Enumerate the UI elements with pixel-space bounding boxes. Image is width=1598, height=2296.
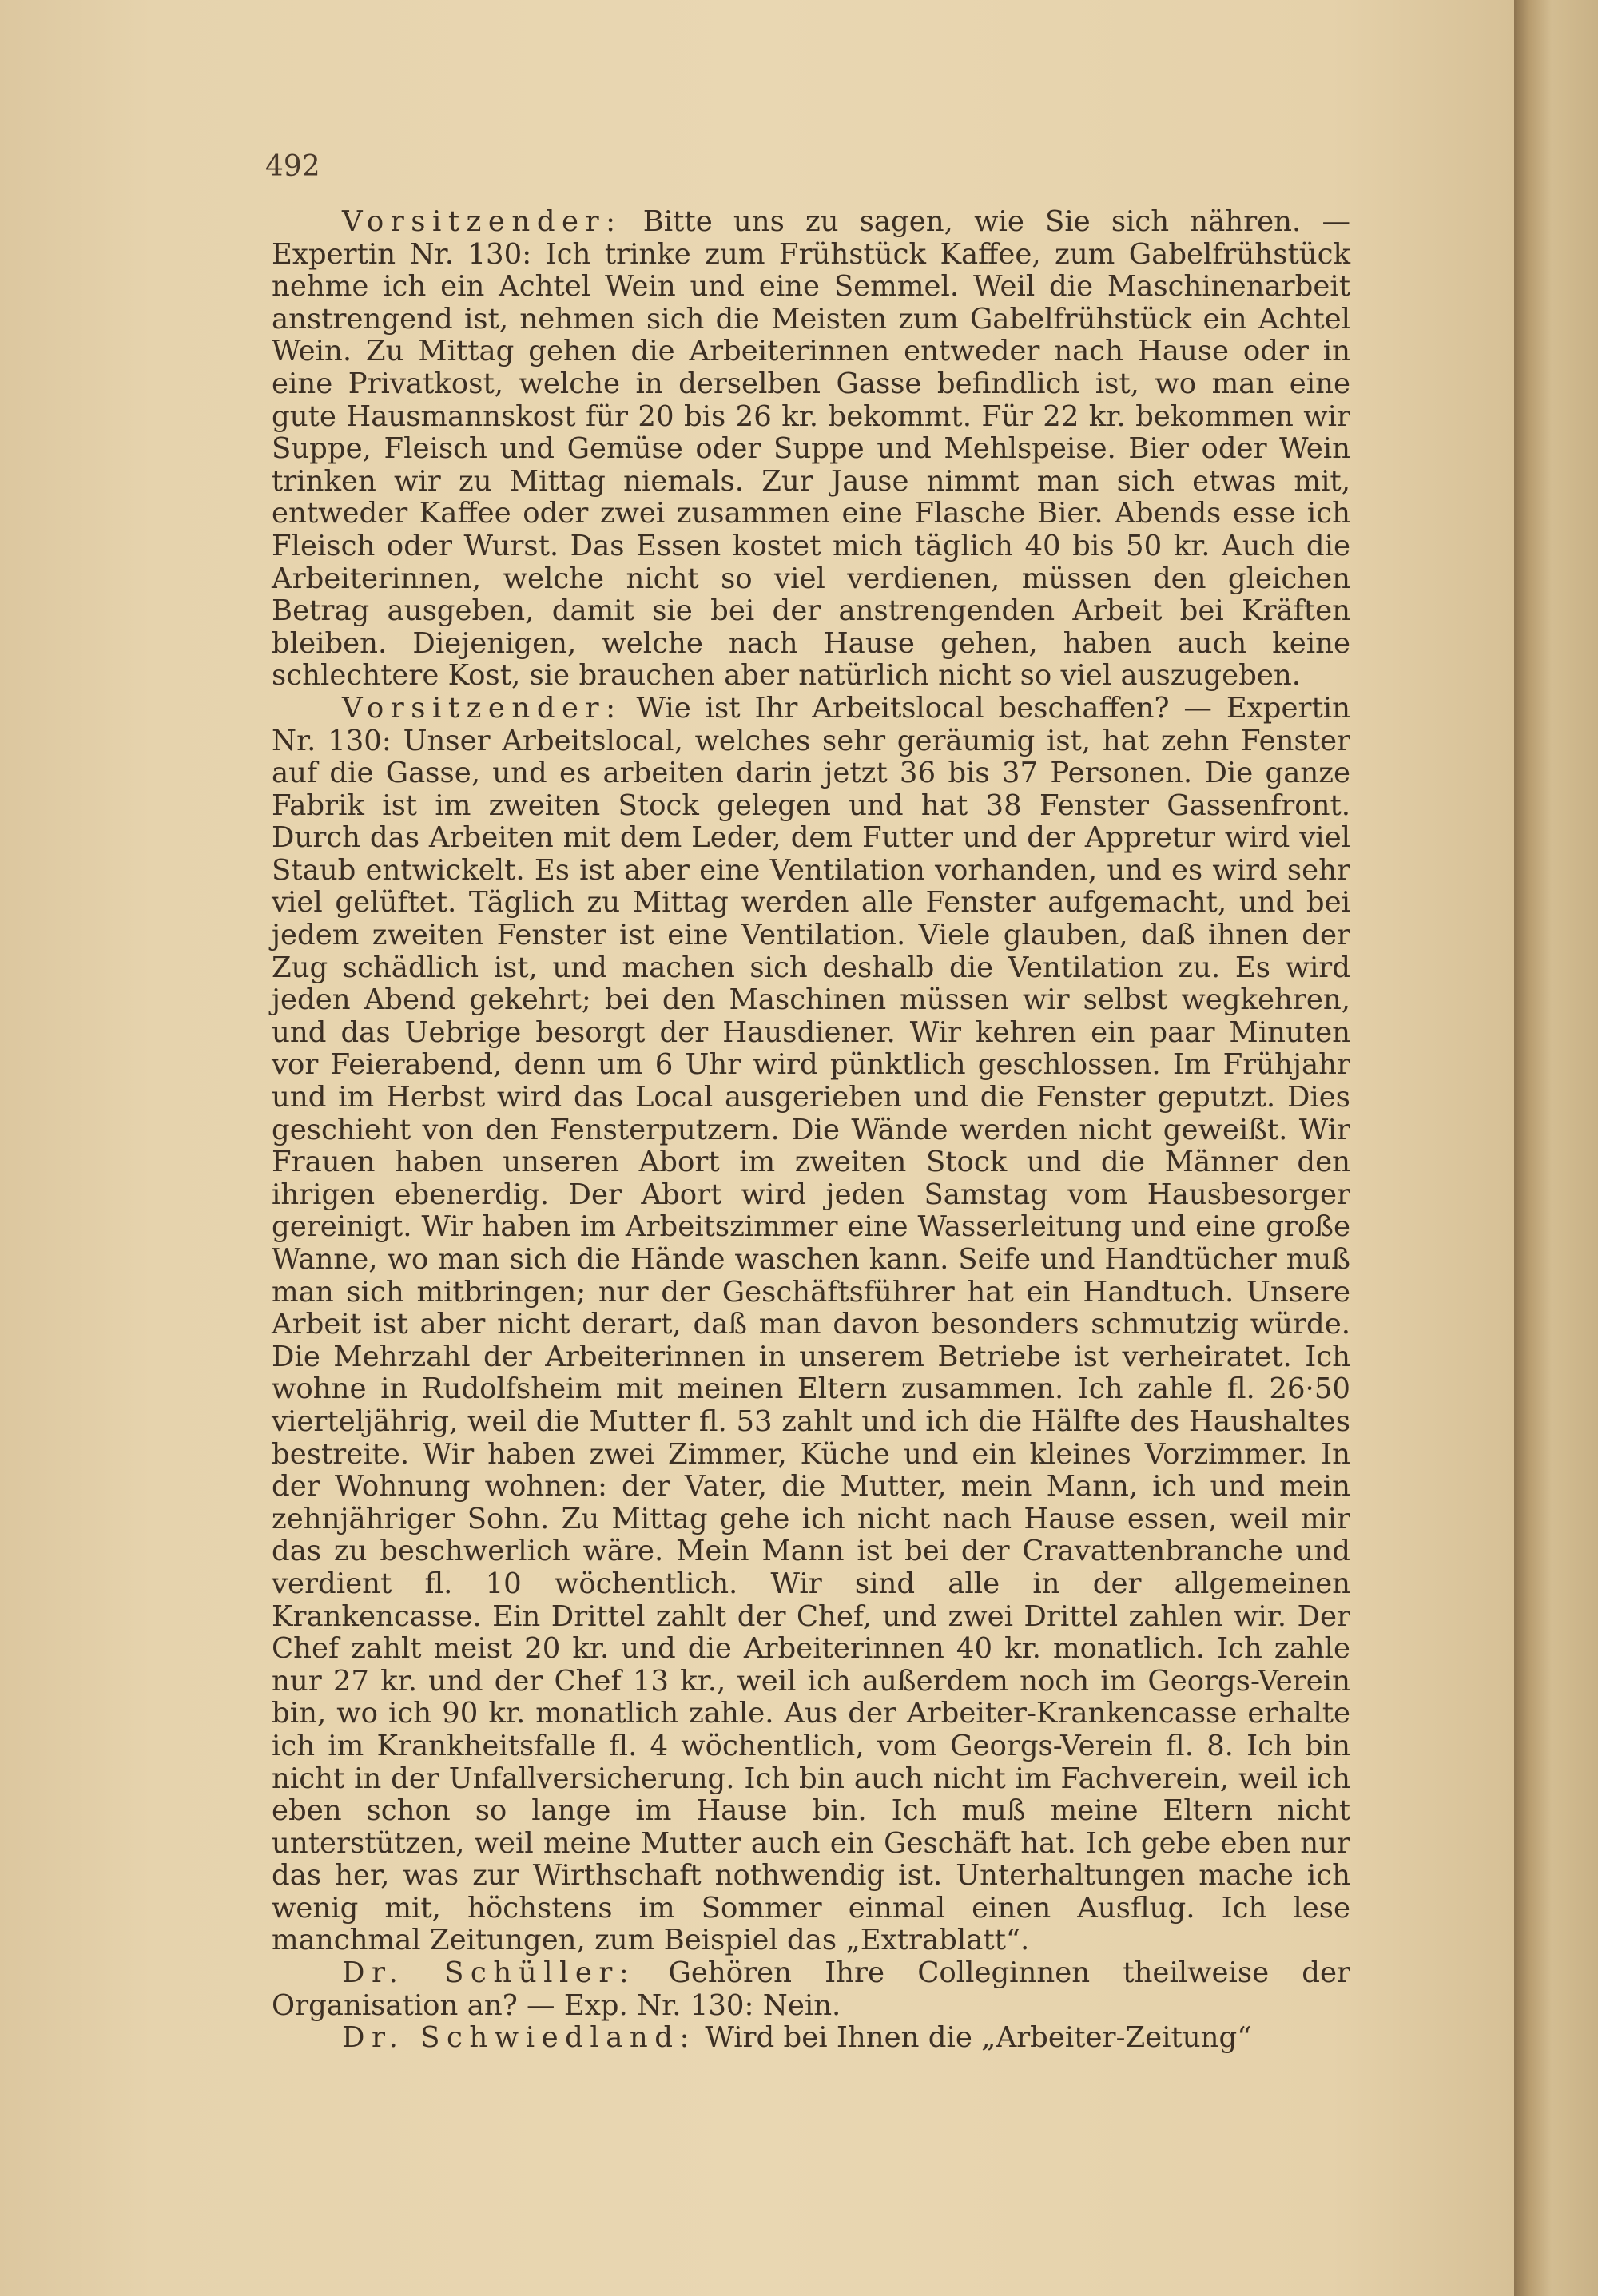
paragraph-text: Gehören Ihre Colleginnen theilweise der Organisation an? — Exp. Nr. 130: Nein. <box>272 1956 1351 2022</box>
page-number: 492 <box>265 150 320 183</box>
speaker-label: Dr. Schüller: <box>342 1956 636 1990</box>
speaker-label: Vorsitzender: <box>342 205 622 238</box>
paragraph <box>272 1957 1350 2022</box>
paragraph-text: Wird bei Ihnen die „Arbeiter-Zeitung“ <box>705 2021 1252 2055</box>
paragraph-text: Wie ist Ihr Arbeitslocal beschaffen? — Expertin Nr. 130: Unser Arbeitslocal, welches sehr geräumig ist, hat zehn Fenster auf die Gasse, und es arbeiten darin jetzt 36 bis 37 Personen. Die ganze Fabrik ist im zweiten Stock gelegen und hat 38 Fenster Gassenfront. Durch das Arbeiten mit dem Leder, dem Futter und der Appretur wird viel Staub entwickelt. Es ist aber eine Ventilation vorhanden, und es wird sehr viel gelüftet. Täglich zu Mittag werden alle Fenster aufgemacht, und bei jedem zweiten Fenster ist eine Ventilation. Viele glauben, daß ihnen der Zug schädlich ist, und machen sich deshalb die Ventilation zu. Es wird jeden Abend gekehrt; bei den Maschinen müssen wir selbst wegkehren, und das Uebrige besorgt der Hausdiener. Wir kehren ein paar Minuten vor Feierabend, denn um 6 Uhr wird pünktlich geschlossen. Im Frühjahr und im Herbst wird das Local ausgerieben und die Fenster geputzt. Dies geschieht von den Fensterputzern. Die Wände werden nicht geweißt. Wir Frauen haben unseren Abort im zweiten Stock und die Männer den ihrigen ebenerdig. Der Abort wird jeden Samstag vom Hausbesorger gereinigt. Wir haben im Arbeitszimmer eine Wasserleitung und eine große Wanne, wo man sich die Hände waschen kann. Seife und Handtücher muß man sich mitbringen; nur der Geschäftsführer hat ein Handtuch. Unsere Arbeit ist aber nicht derart, daß man davon besonders schmutzig würde. Die Mehrzahl der Arbeiterinnen in unserem Betriebe ist verheiratet. Ich wohne in Rudolfsheim mit meinen Eltern zusammen. Ich zahle fl. 26·50 vierteljährig, weil die Mutter fl. 53 zahlt und ich die Hälfte des Haushaltes bestreite. Wir haben zwei Zimmer, Küche und ein kleines Vorzimmer. In der Wohnung wohnen: der Vater, die Mutter, mein Mann, ich und mein zehnjähriger Sohn. Zu Mittag gehe ich nicht nach Hause essen, weil mir das zu beschwerlich wäre. Mein Mann ist bei der Cravattenbranche und verdient fl. 10 wöchentlich. Wir sind alle in der allgemeinen Krankencasse. Ein Drittel zahlt der Chef, und zwei Drittel zahlen wir. Der Chef zahlt meist 20 kr. und die Arbeiterinnen 40 kr. monatlich. Ich zahle nur 27 kr. und der Chef 13 kr., weil ich außerdem noch im Georgs-Verein bin, wo ich 90 kr. monatlich zahle. Aus der Arbeiter-Krankencasse erhalte ich im Krankheitsfalle fl. 4 wöchentlich, vom Georgs-Verein fl. 8. Ich bin nicht in der Unfallversicherung. Ich bin auch nicht im Fachverein, weil ich eben schon so lange im Hause bin. Ich muß meine Eltern nicht unterstützen, weil meine Mutter auch ein Geschäft hat. Ich gebe eben nur das her, was zur Wirthschaft nothwendig ist. Unterhaltungen mache ich wenig mit, höchstens im Sommer einmal einen Ausflug. Ich lese manchmal Zeitungen, zum Beispiel das „Extrablatt“. <box>272 691 1350 1957</box>
speaker-label: Vorsitzender: <box>342 691 622 725</box>
paragraph <box>272 206 1350 693</box>
page-body-text <box>272 206 1350 2055</box>
paragraph <box>272 2022 1350 2055</box>
paragraph <box>272 693 1350 1957</box>
paragraph-text: Bitte uns zu sagen, wie Sie sich nähren. — Expertin Nr. 130: Ich trinke zum Frühstück Kaffee, zum Gabelfrühstück nehme ich ein Achtel Wein und eine Semmel. Weil die Maschinenarbeit anstrengend ist, nehmen sich die Meisten zum Gabelfrühstück ein Achtel Wein. Zu Mittag gehen die Arbeiterinnen entweder nach Hause oder in eine Privatkost, welche in derselben Gasse befindlich ist, wo man eine gute Hausmannskost für 20 bis 26 kr. bekommt. Für 22 kr. bekommen wir Suppe, Fleisch und Gemüse oder Suppe und Mehlspeise. Bier oder Wein trinken wir zu Mittag niemals. Zur Jause nimmt man sich etwas mit, entweder Kaffee oder zwei zusammen eine Flasche Bier. Abends esse ich Fleisch oder Wurst. Das Essen kostet mich täglich 40 bis 50 kr. Auch die Arbeiterinnen, welche nicht so viel verdienen, müssen den gleichen Betrag ausgeben, damit sie bei der anstrengenden Arbeit bei Kräften bleiben. Diejenigen, welche nach Hause gehen, haben auch keine schlechtere Kost, sie brauchen aber natürlich nicht so viel auszugeben. <box>272 205 1350 693</box>
facing-page-edge <box>1514 0 1598 2296</box>
speaker-label: Dr. Schwiedland: <box>342 2021 697 2055</box>
